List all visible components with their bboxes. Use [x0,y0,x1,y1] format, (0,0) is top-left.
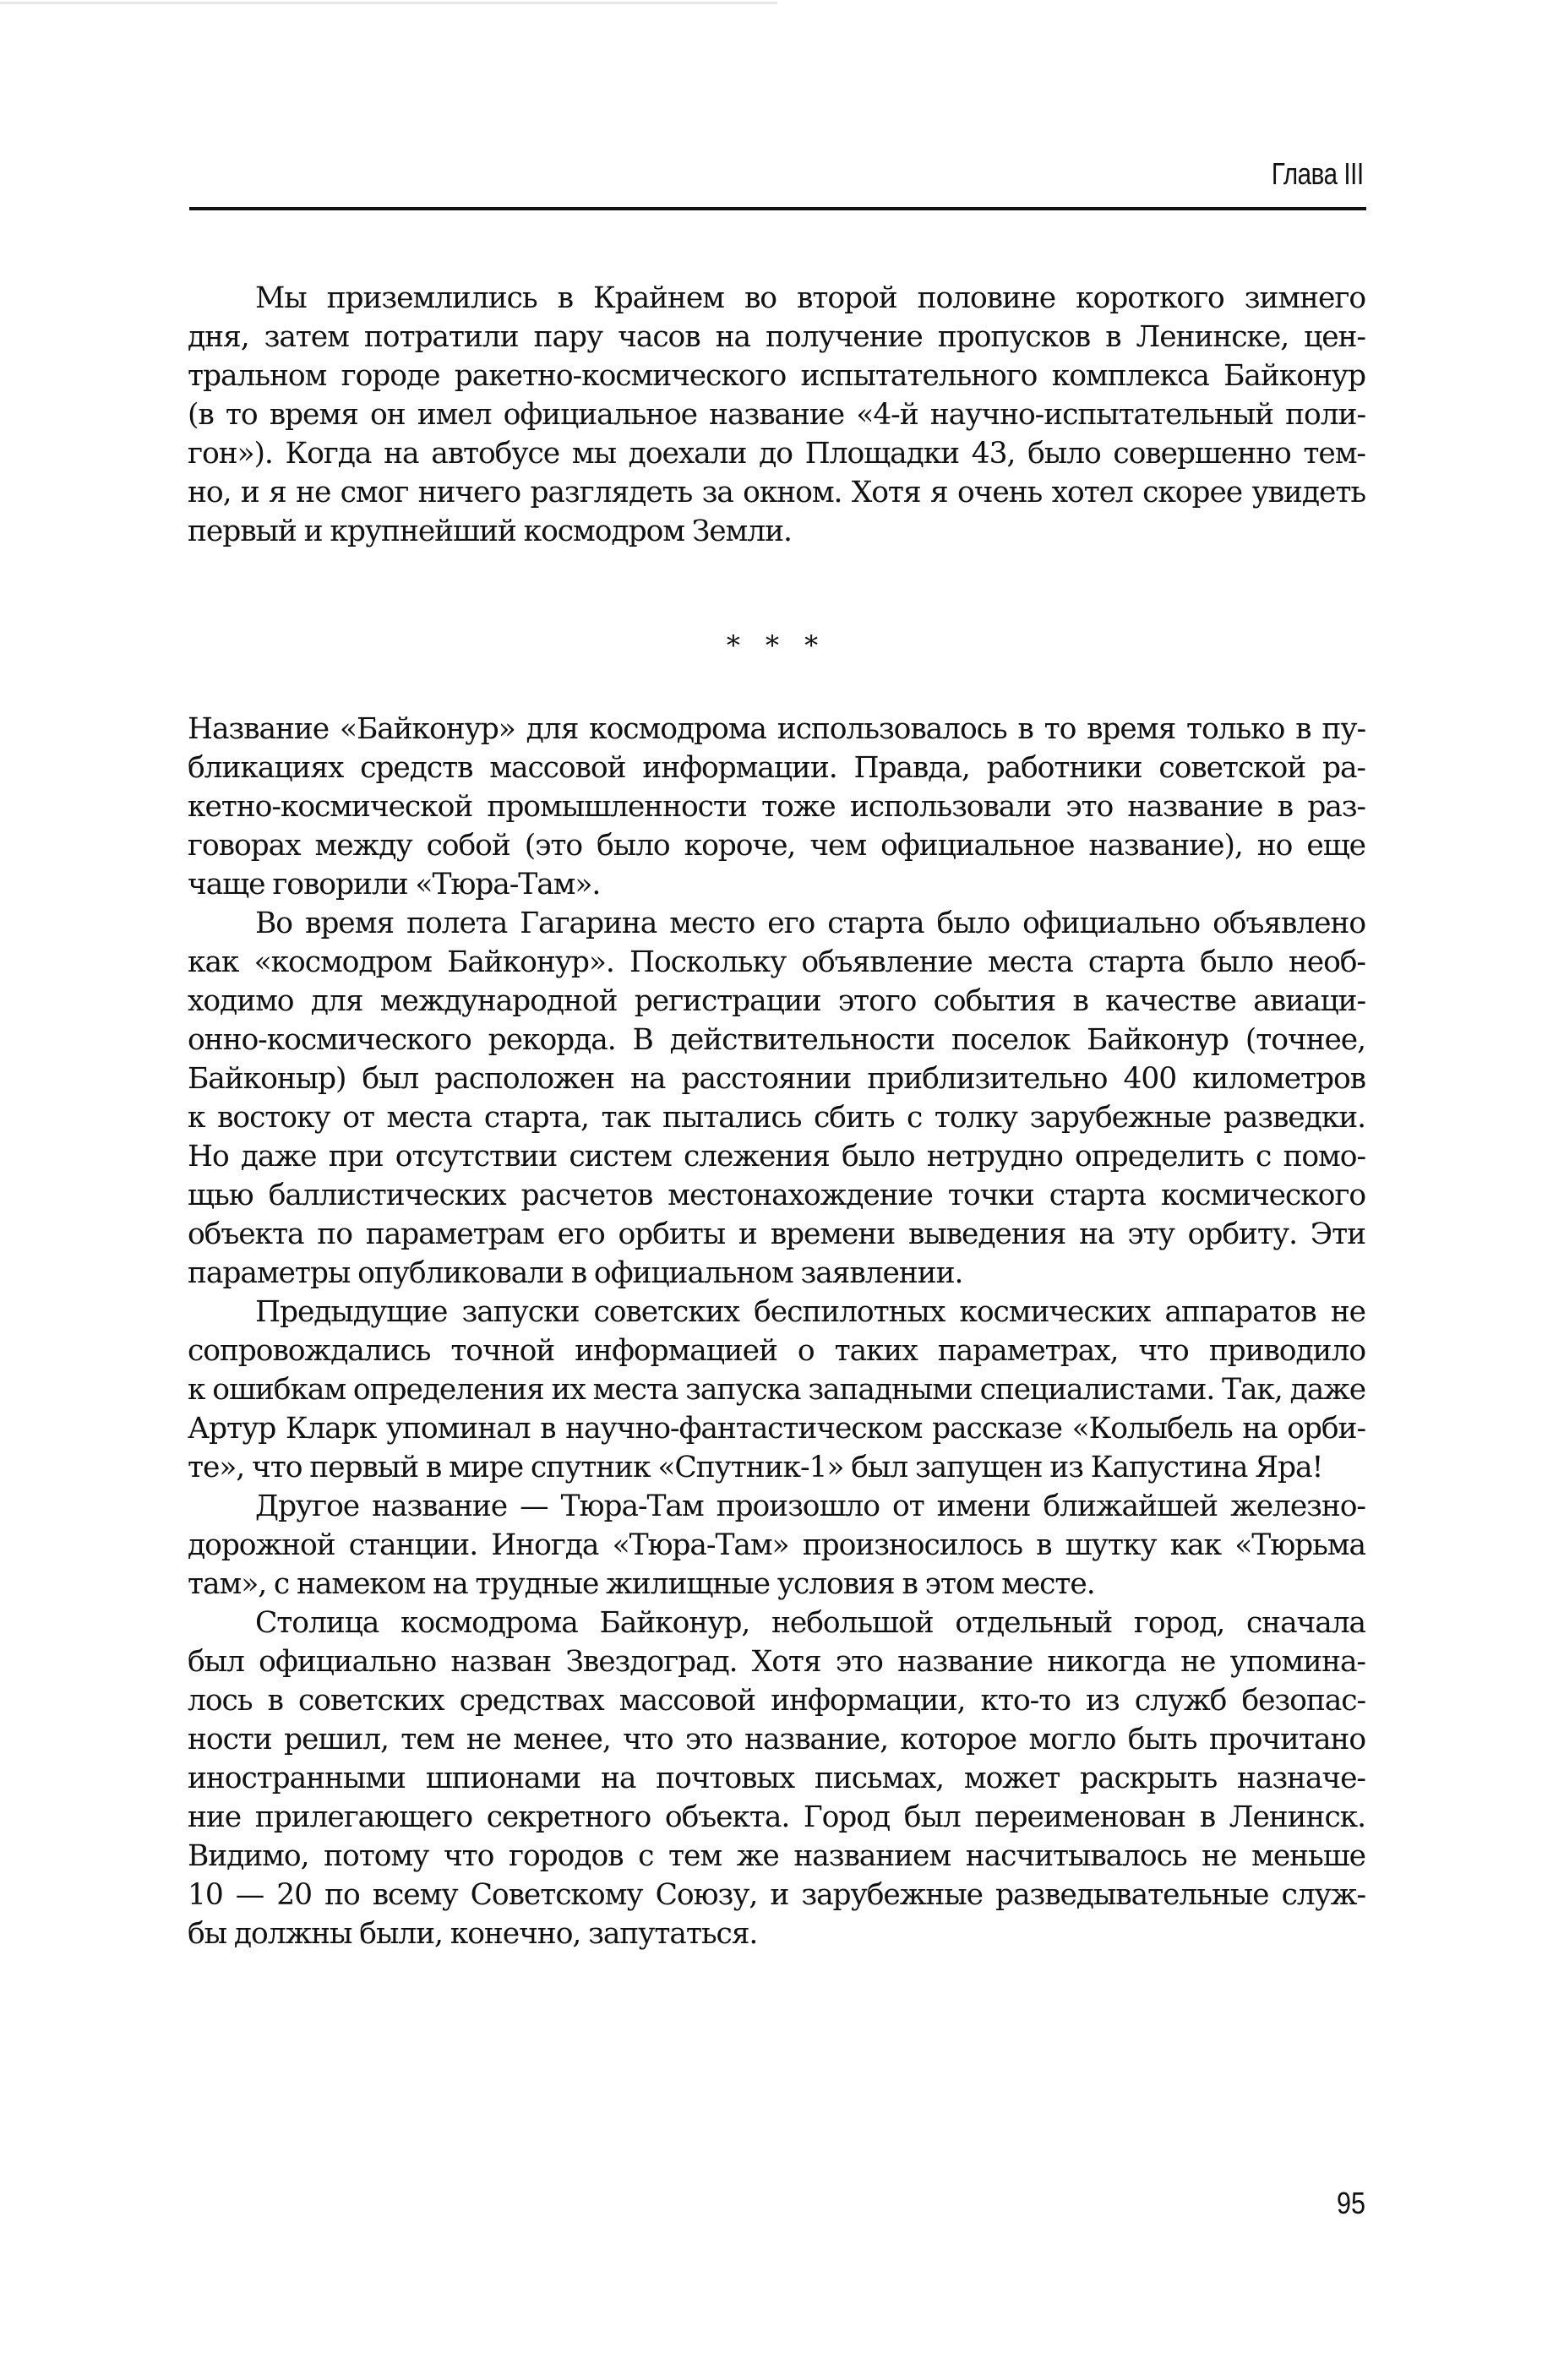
text-line: лось в советских средствах массовой информации, кто-то из служб безопас- [188,1684,1365,1718]
text-line: 10 — 20 по всему Советскому Союзу, и зарубежные разведывательные служ- [188,1878,1365,1912]
text-line: ходимо для международной регистрации этого события в качестве авиаци- [188,984,1365,1018]
text-line: параметры опубликовали в официальном заявлении. [188,1256,963,1290]
paragraph [188,1604,1365,1953]
text-line: Столица космодрома Байконур, небольшой отдельный город, сначала [255,1606,1365,1640]
text-line: ние прилегающего секретного объекта. Город был переименован в Ленинск. [188,1800,1365,1834]
text-line: онно-космического рекорда. В действительности поселок Байконур (точнее, [188,1023,1365,1057]
header-rule [189,207,1366,210]
text-line: щью баллистических расчетов местонахождение точки старта космического [188,1179,1365,1212]
text-line: чаще говорили «Тюра-Там». [188,868,601,901]
paragraph [188,1487,1365,1604]
text-line: дня, затем потратили пару часов на получение пропусков в Ленинске, цен- [188,320,1365,354]
text-line: Байконыр) был расположен на расстоянии приблизительно 400 километров [188,1062,1365,1096]
text-line: Во время полета Гагарина место его старта было официально объявлено [255,907,1365,940]
text-line: те», что первый в мире спутник «Спутник-1» был запущен из Капустина Яра! [188,1451,1323,1484]
text-line: сопровождались точной информацией о таких параметрах, что приводило [188,1334,1365,1368]
section-1-text [188,279,1365,551]
text-line: там», с намеком на трудные жилищные условия в этом месте. [188,1567,1095,1601]
text-line: Артур Кларк упоминал в научно-фантастическом рассказе «Колыбель на орби- [188,1412,1365,1446]
section-separator-asterisks: * * * [726,629,827,662]
text-line: иностранными шпионами на почтовых письмах, может раскрыть назначе- [188,1762,1365,1795]
text-line: Предыдущие запуски советских беспилотных космических аппаратов не [255,1295,1365,1329]
text-line: бы должны были, конечно, запутаться. [188,1917,758,1951]
text-line: тральном городе ракетно-космического испытательного комплекса Байконур [188,359,1365,393]
text-line: Другое название — Тюра-Там произошло от имени ближайшей железно- [255,1490,1365,1523]
text-line: Но даже при отсутствии систем слежения было нетрудно определить с помо- [188,1140,1365,1174]
text-line: но, и я не смог ничего разглядеть за окном. Хотя я очень хотел скорее увидеть [188,476,1365,509]
text-line: дорожной станции. Иногда «Тюра-Там» произносилось в шутку как «Тюрьма [188,1528,1365,1562]
scan-edge-line [0,2,777,4]
text-line: к востоку от места старта, так пытались сбить с толку зарубежные разведки. [188,1101,1365,1135]
text-line: к ошибкам определения их места запуска западными специалистами. Так, даже [188,1373,1366,1407]
text-line: был официально назван Звездоград. Хотя это название никогда не упомина- [188,1645,1365,1679]
text-line: гон»). Когда на автобусе мы доехали до Площадки 43, было совершенно тем- [188,437,1365,471]
text-line: первый и крупнейший космодром Земли. [188,515,792,548]
text-line: кетно-космической промышленности тоже использовали это название в раз- [188,790,1365,824]
text-line: Мы приземлились в Крайнем во второй половине короткого зимнего [255,281,1365,315]
text-line: Название «Байконур» для космодрома использовалось в то время только в пу- [188,712,1365,746]
text-line: как «космодром Байконур». Поскольку объявление места старта было необ- [188,945,1365,979]
text-line: объекта по параметрам его орбиты и времени выведения на эту орбиту. Эти [188,1217,1365,1251]
paragraph [188,279,1365,551]
section-2-text [188,710,1365,1953]
paragraph [188,710,1365,904]
text-line: ности решил, тем не менее, что это название, которое могло быть прочитано [188,1723,1365,1756]
paragraph [188,1293,1365,1487]
text-line: говорах между собой (это было короче, чем официальное название), но еще [188,829,1365,863]
text-line: (в то время он имел официальное название «4-й научно-испытательный поли- [188,398,1365,432]
page-number: 95 [1336,2186,1365,2220]
text-line: бликациях средств массовой информации. Правда, работники советской ра- [188,751,1365,785]
paragraph [188,904,1365,1293]
text-line: Видимо, потому что городов с тем же названием насчитывалось не меньше [188,1839,1365,1873]
running-head-chapter-title: Глава III [1272,156,1364,191]
